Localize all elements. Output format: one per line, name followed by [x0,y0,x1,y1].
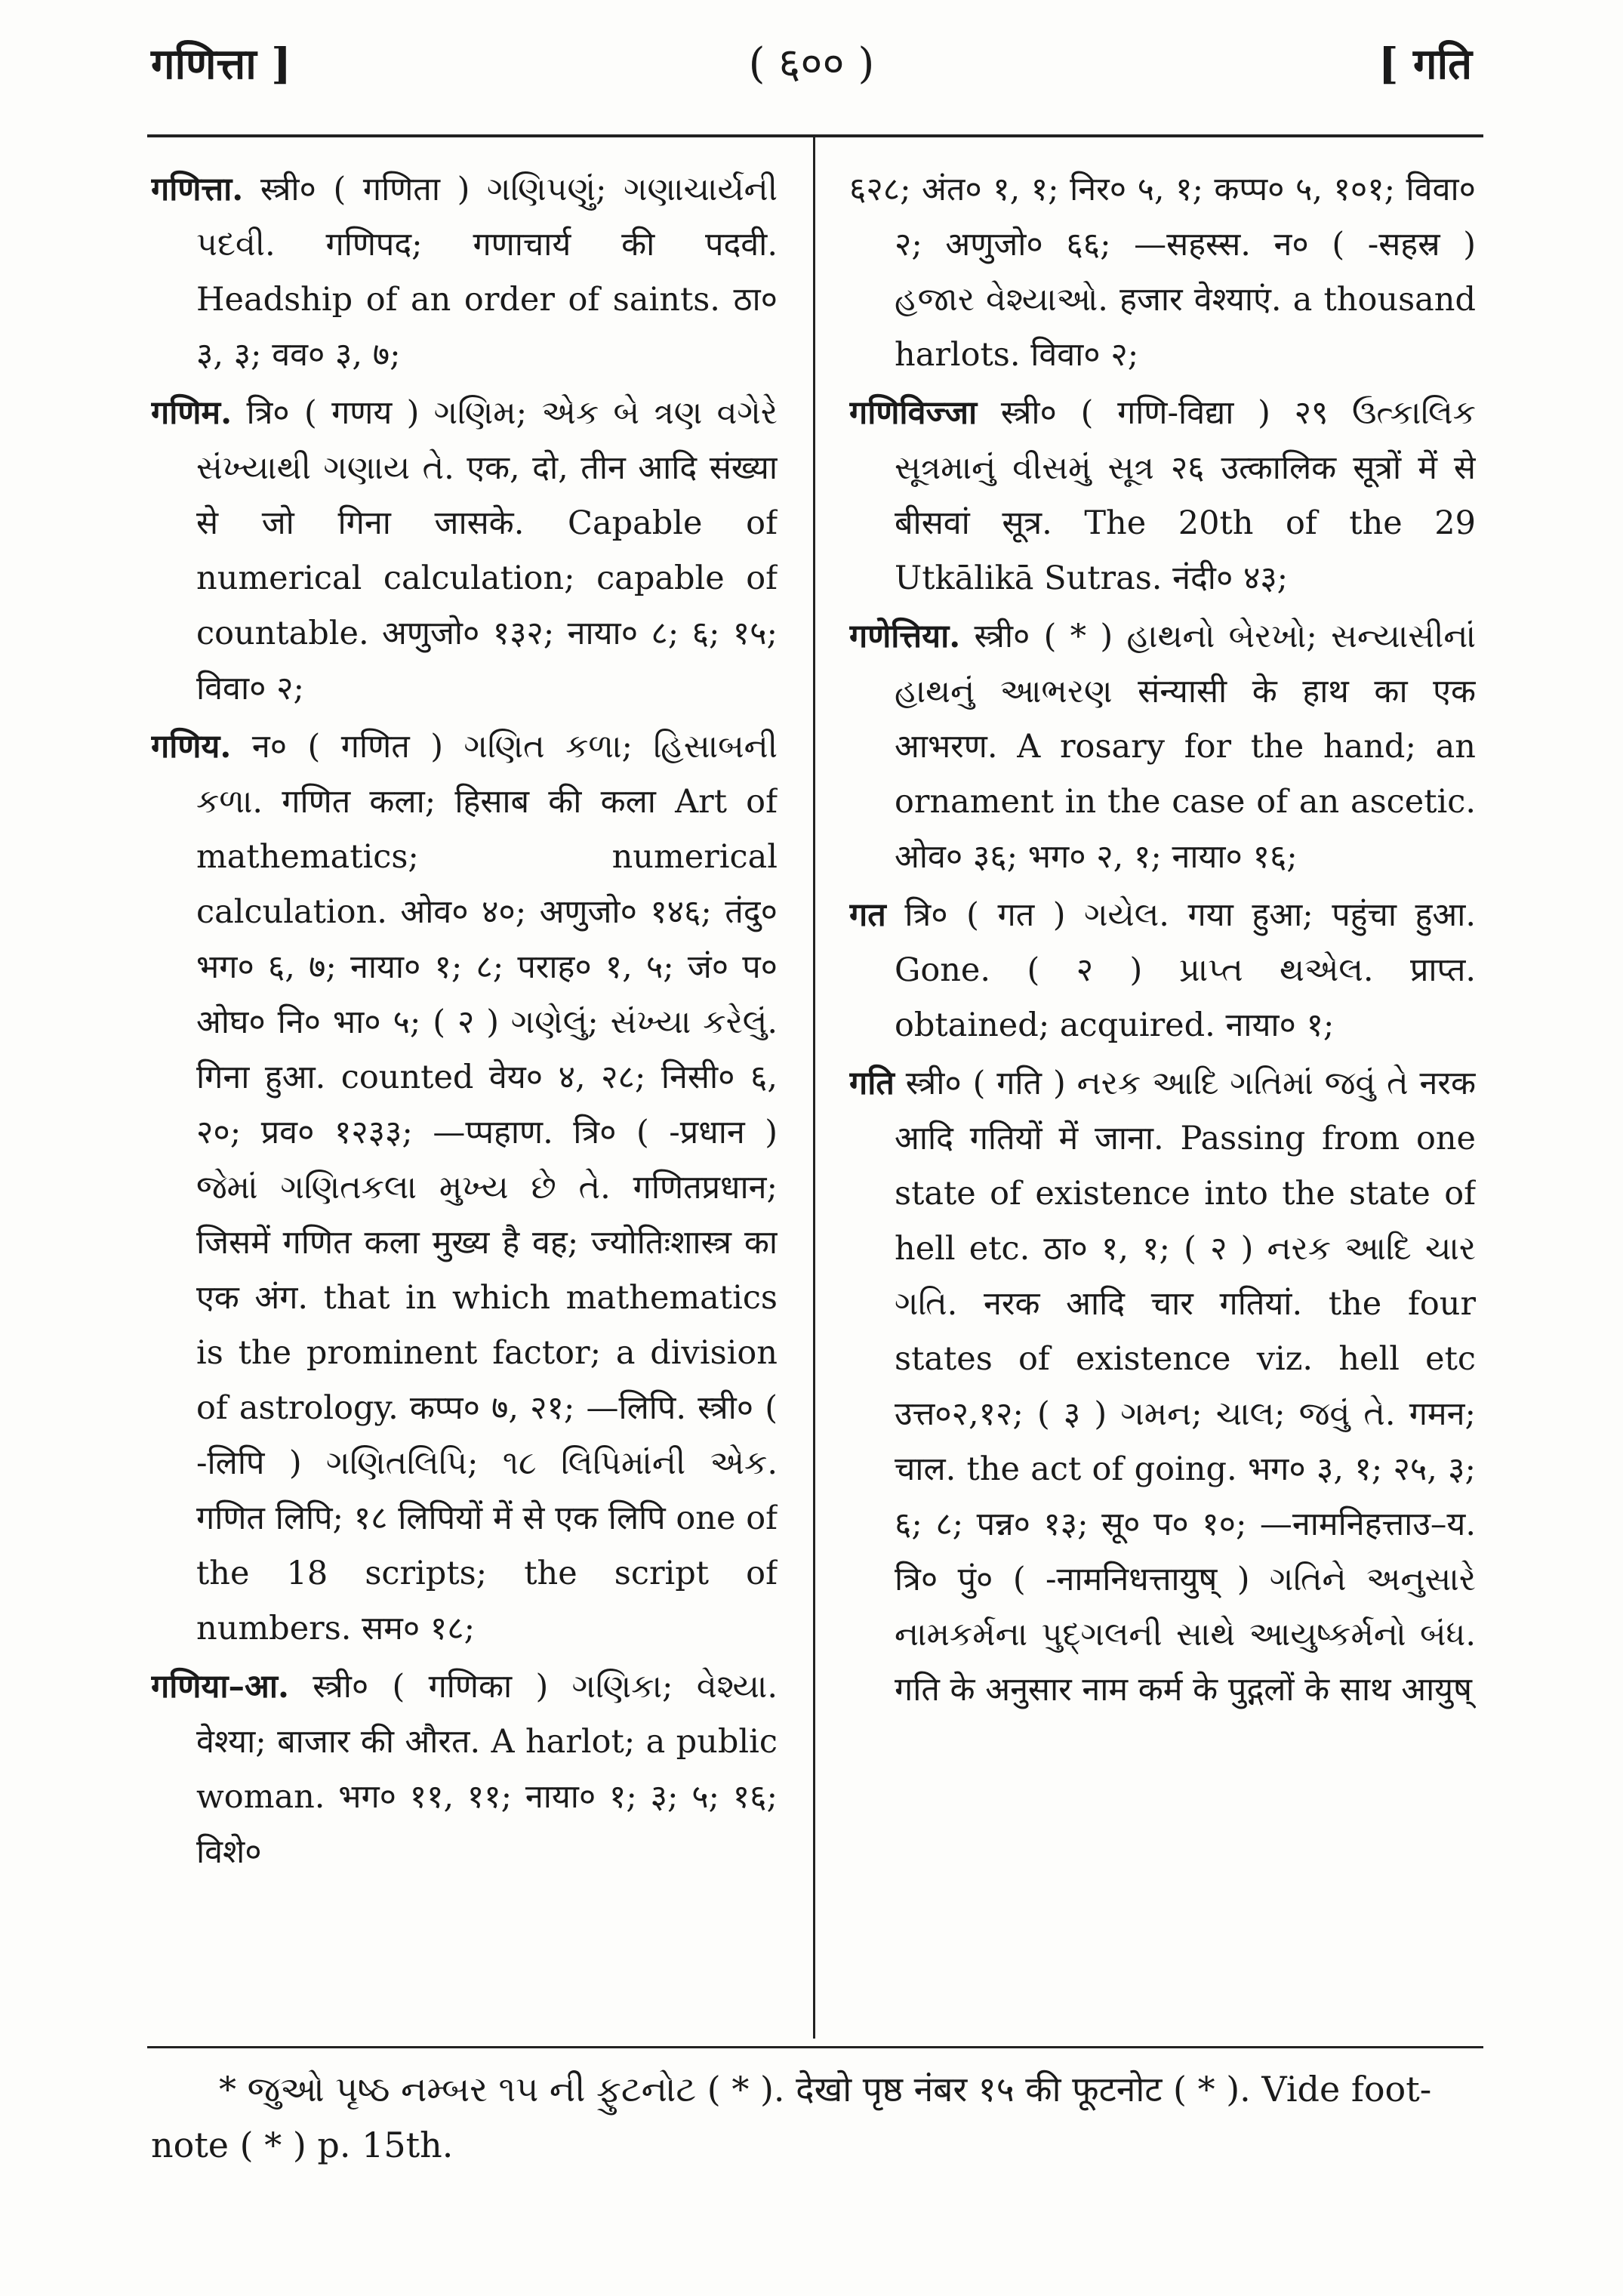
entry-headword: गणेत्तिया. [849,618,961,655]
page-header [151,30,1472,98]
footnote-rule [147,2046,1483,2048]
entry-headword: गणित्ता. [151,171,244,208]
right-column [849,162,1476,2035]
dictionary-entry [151,162,778,383]
dictionary-entry [151,1660,778,1880]
entry-text: न० ( गणित ) ગણિત કળા; હિસાબની કળા. गणित कला; हिसाब की कला Art of mathematics; numerical calculation. ओव० ४०; अणुजो० १४६; तंदु० भग० ६, ७; नाया० १; ८; पराह० १, ५; जं० प० ओघ० नि० भा० ५; ( २ ) ગણેલું; સંખ્યા કરેલું. गिना हुआ. counted वेय० ४, २८; निसी० ६, २०; प्रव० १२३३; —प्पहाण. त्रि० ( -प्रधान ) જેમાં ગણિતકલા મુખ્ય છે તે. गणितप्रधान; जिसमें गणित कला मुख्य है वह; ज्योतिःशास्त्र का एक अंग. that in which mathematics is the prominent factor; a division of astrology. कप्प० ७, २१; —लिपि. स्त्री० ( -लिपि ) ગણિતલિપિ; ૧૮ લિપિમાંની એક. गणित लिपि; १८ लिपियों में से एक लिपि one of the 18 scripts; the script of numbers. सम० १८; [196,728,778,1647]
entry-headword: गणिया–आ. [151,1668,289,1706]
entry-headword: गणिविज्जा [849,394,978,432]
running-head-right: [ गति [1378,39,1472,89]
entry-headword: गणिय. [151,728,232,766]
running-head-left: गणित्ता ] [151,39,291,89]
dictionary-entry [849,386,1476,606]
dictionary-entry [151,720,778,1657]
entry-text: स्त्री० ( गति ) નરક આદિ ગતિમાં જવું તે नरक आदि गतियों में जाना. Passing from one state of existence into the state of hell etc. ठा० १, १; ( २ ) નરક આદિ ચાર ગતિ. नरक आदि चार गतियां. the four states of existence viz. hell etc उत्त०२,१२; ( ३ ) ગમન; ચાલ; જવું તે. गमन; चाल. the act of going. भग० ३, १; २५, ३; ६; ८; पन्न० १३; सू० प० १०; —नामनिहत्ताउ–य. त्रि० पुं० ( -नामनिधत्तायुष् ) ગતિને અનુસારે નામકર્મના પુદ્ગલની સાથે આયુષ્કર્મનો બંધ. गति के अनुसार नाम कर्म के पुद्गलों के साथ आयुष् [895,1065,1476,1709]
page-number: ( ६०० ) [748,39,875,88]
entry-text: स्त्री० ( गणिका ) ગણિકા; વેશ્યા. वेश्या; बाजार की औरत. A harlot; a public woman. भग० ११, ११; नाया० १; ३; ५; १६; विशे० [196,1668,778,1871]
entry-text: त्रि० ( गत ) ગયેલ. गया हुआ; पहुंचा हुआ. Gone. ( २ ) પ્રાપ્ત થએલ. प्राप्त. obtained; acquired. नाया० १; [895,896,1476,1044]
entry-headword: गत [849,896,886,934]
footnote: * જુઓ પૃષ્ઠ નમ્બર ૧૫ ની ફુટનોટ ( * ). देखो पृष्ठ नंबर १५ की फूटनोट ( * ). Vide foot-note ( * ) p. 15th. [151,2069,1432,2165]
dictionary-entry [151,386,778,717]
dictionary-entry-continued [849,162,1476,383]
entry-text: ६२८; अंत० १, १; निर० ५, १; कप्प० ५, १०१; विवा० २; अणुजो० ६६; —सहस्स. न० ( -सहस्र ) હજાર વેશ્યાઓ. हजार वेश्याएं. a thousand harlots. विवा० २; [849,171,1476,374]
header-rule [147,134,1483,137]
entry-text: स्त्री० ( * ) હાથનો બેરખો; સન્યાસીનાં હાથનું આભરણ संन्यासी के हाथ का एक आभरण. A rosary for the hand; an ornament in the case of an ascetic. ओव० ३६; भग० २, १; नाया० १६; [895,618,1476,876]
left-column [151,162,778,2035]
dictionary-entry [849,609,1476,885]
column-divider [813,136,815,2039]
entry-text: स्त्री० ( गणि-विद्या ) २९ ઉત્કાલિક સૂત્રમાનું વીસમું સૂત્ર २६ उत्कालिक सूत्रों में से बीसवां सूत्र. The 20th of the 29 Utkālikā Sutras. नंदी० ४३; [895,394,1476,597]
dictionary-entry [849,888,1476,1053]
entry-text: स्त्री० ( गणिता ) ગણિપણું; ગણાચાર્યની પદવી. गणिपद; गणाचार्य की पदवी. Headship of an order of saints. ठा० ३, ३; वव० ३, ७; [196,171,778,374]
entry-headword: गति [849,1065,895,1102]
entry-text: त्रि० ( गणय ) ગણિમ; એક બે ત્રણ વગેરે સંખ્યાથી ગણાય તે. एक, दो, तीन आदि संख्या से जो गिना जासके. Capable of numerical calculation; capable of countable. अणुजो० १३२; नाया० ८; ६; १५; विवा० २; [196,394,778,707]
dictionary-entry [849,1056,1476,1718]
entry-headword: गणिम. [151,394,233,432]
